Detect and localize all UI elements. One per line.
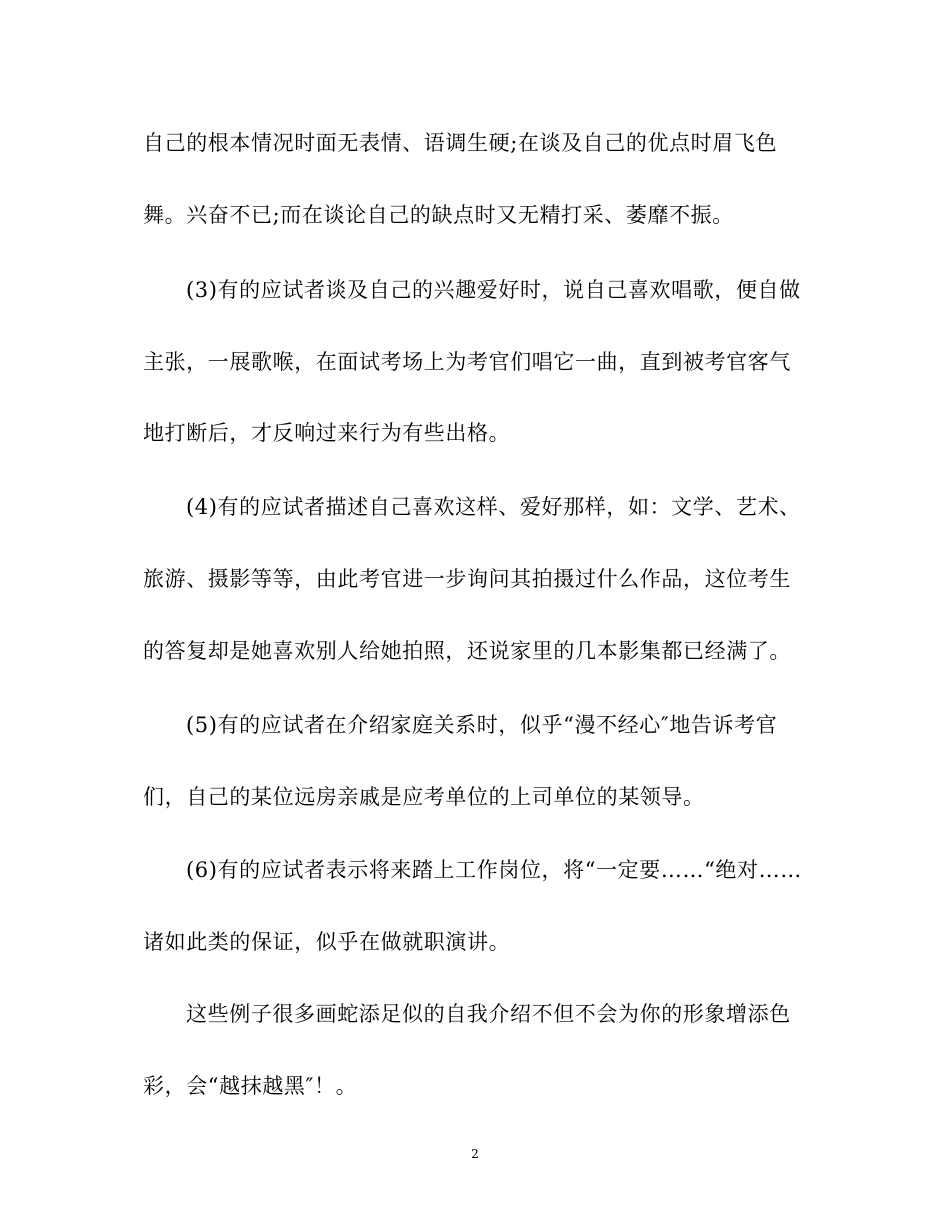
text-line: 舞。兴奋不已;而在谈论自己的缺点时又无精打采、萎靡不振。 <box>143 203 734 227</box>
text-line: 诸如此类的保证，似乎在做就职演讲。 <box>143 930 511 954</box>
text-line: (6)有的应试者表示将来踏上工作岗位，将“一定要……“绝对…… <box>186 858 802 882</box>
text-line: 主张，一展歌喉，在面试考场上为考官们唱它一曲，直到被考官客气 <box>143 350 791 374</box>
text-line: 的答复却是她喜欢别人给她拍照，还说家里的几本影集都已经满了。 <box>143 639 791 663</box>
text-line: 这些例子很多画蛇添足似的自我介绍不但不会为你的形象增添色 <box>186 1002 791 1026</box>
text-line: 自己的根本情况时面无表情、语调生硬;在谈及自己的优点时眉飞色 <box>143 131 778 155</box>
page-number: 2 <box>471 1147 479 1161</box>
text-line: 们，自己的某位远房亲戚是应考单位的上司单位的某领导。 <box>143 785 705 809</box>
text-line: 地打断后，才反响过来行为有些出格。 <box>143 421 511 445</box>
text-line: 旅游、摄影等等，由此考官进一步询问其拍摄过什么作品，这位考生 <box>143 567 791 591</box>
text-line: (3)有的应试者谈及自己的兴趣爱好时，说自己喜欢唱歌，便自做 <box>186 278 801 302</box>
text-line: (4)有的应试者描述自己喜欢这样、爱好那样，如：文学、艺术、 <box>186 495 801 519</box>
text-line: 彩，会“越抹越黑″！。 <box>143 1074 358 1098</box>
text-line: (5)有的应试者在介绍家庭关系时，似乎“漫不经心″地告诉考官 <box>186 713 778 737</box>
